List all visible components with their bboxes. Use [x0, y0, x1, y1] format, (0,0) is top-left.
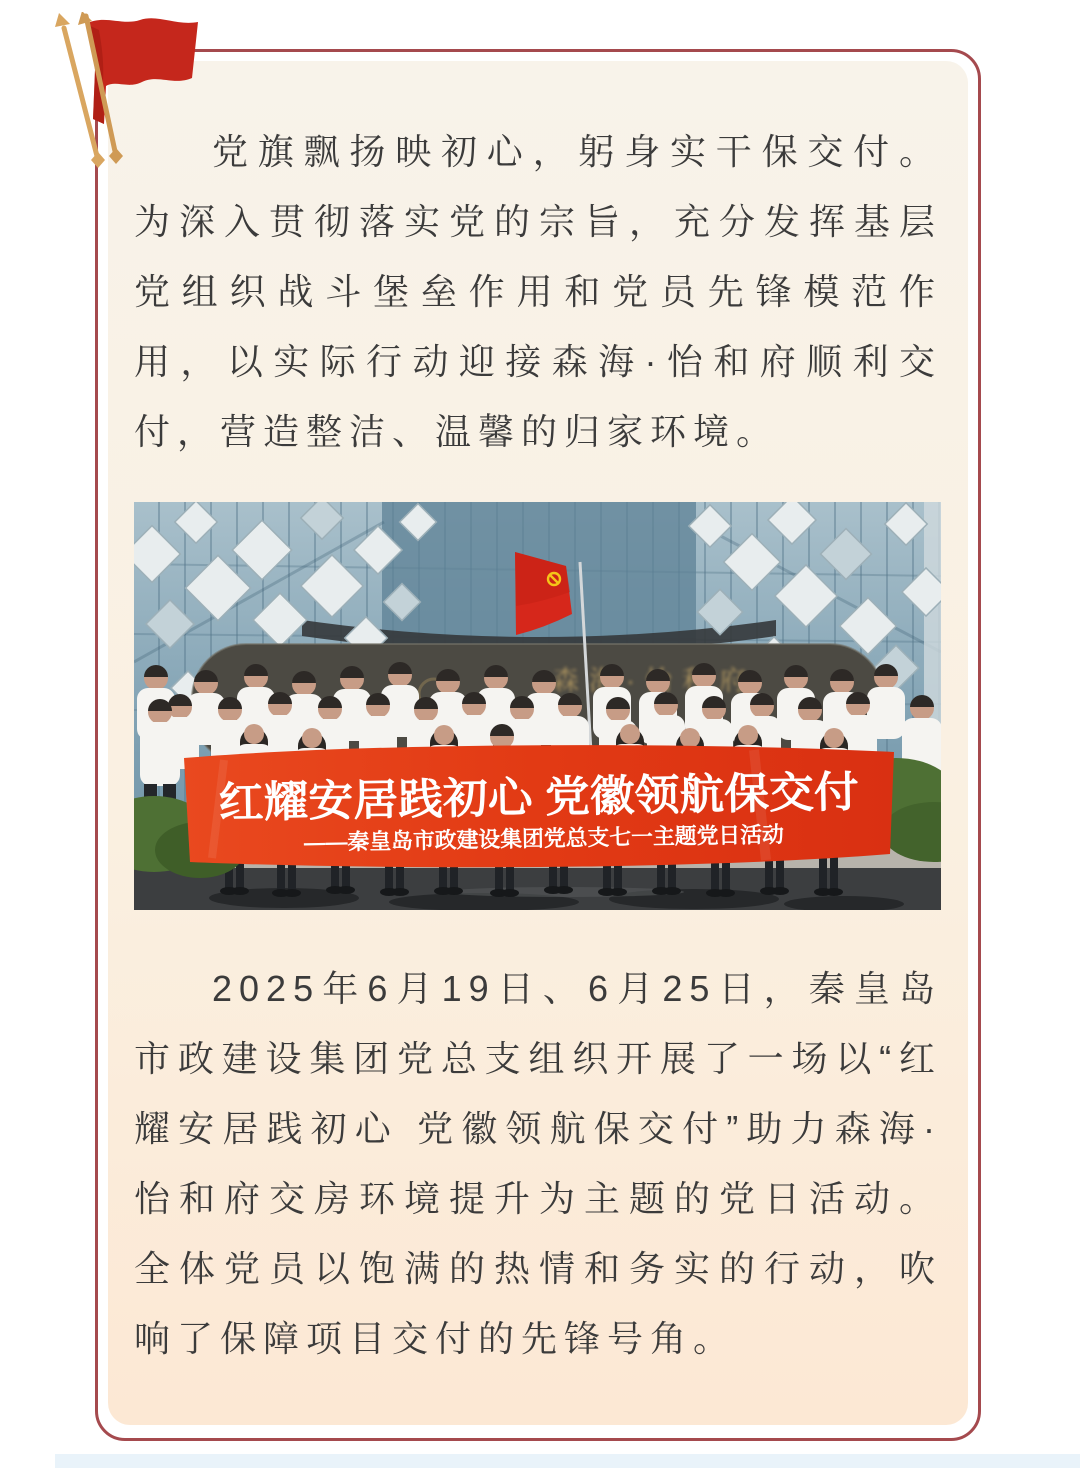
paragraph-event: 2025年6月19日、6月25日，秦皇岛市政建设集团党总支组织开展了一场以“红耀安居践初心 党徽领航保交付”助力森海·怡和府交房环境提升为主题的党日活动。全体党员以饱满的热情和务实的行动，吹响了保障项目交付的先锋号角。	[134, 968, 942, 1359]
paragraph-intro: 党旗飘扬映初心，躬身实干保交付。为深入贯彻落实党的宗旨，充分发挥基层党组织战斗堡垒作用和党员先锋模范作用，以实际行动迎接森海·怡和府顺利交付，营造整洁、温馨的归家环境。	[134, 131, 942, 452]
card-content	[108, 61, 968, 1425]
banner-subtitle: ——秦皇岛市政建设集团党总支七一主题党日活动	[303, 821, 789, 856]
article-card	[95, 49, 981, 1441]
banner-title: 红耀安居践初心 党徽领航保交付	[218, 768, 834, 828]
group-photo[interactable]	[134, 502, 941, 910]
group-photo-illustration	[134, 502, 941, 910]
next-image-edge	[55, 1454, 1080, 1468]
red-flags-icon	[46, 12, 216, 172]
event-banner	[184, 745, 894, 867]
